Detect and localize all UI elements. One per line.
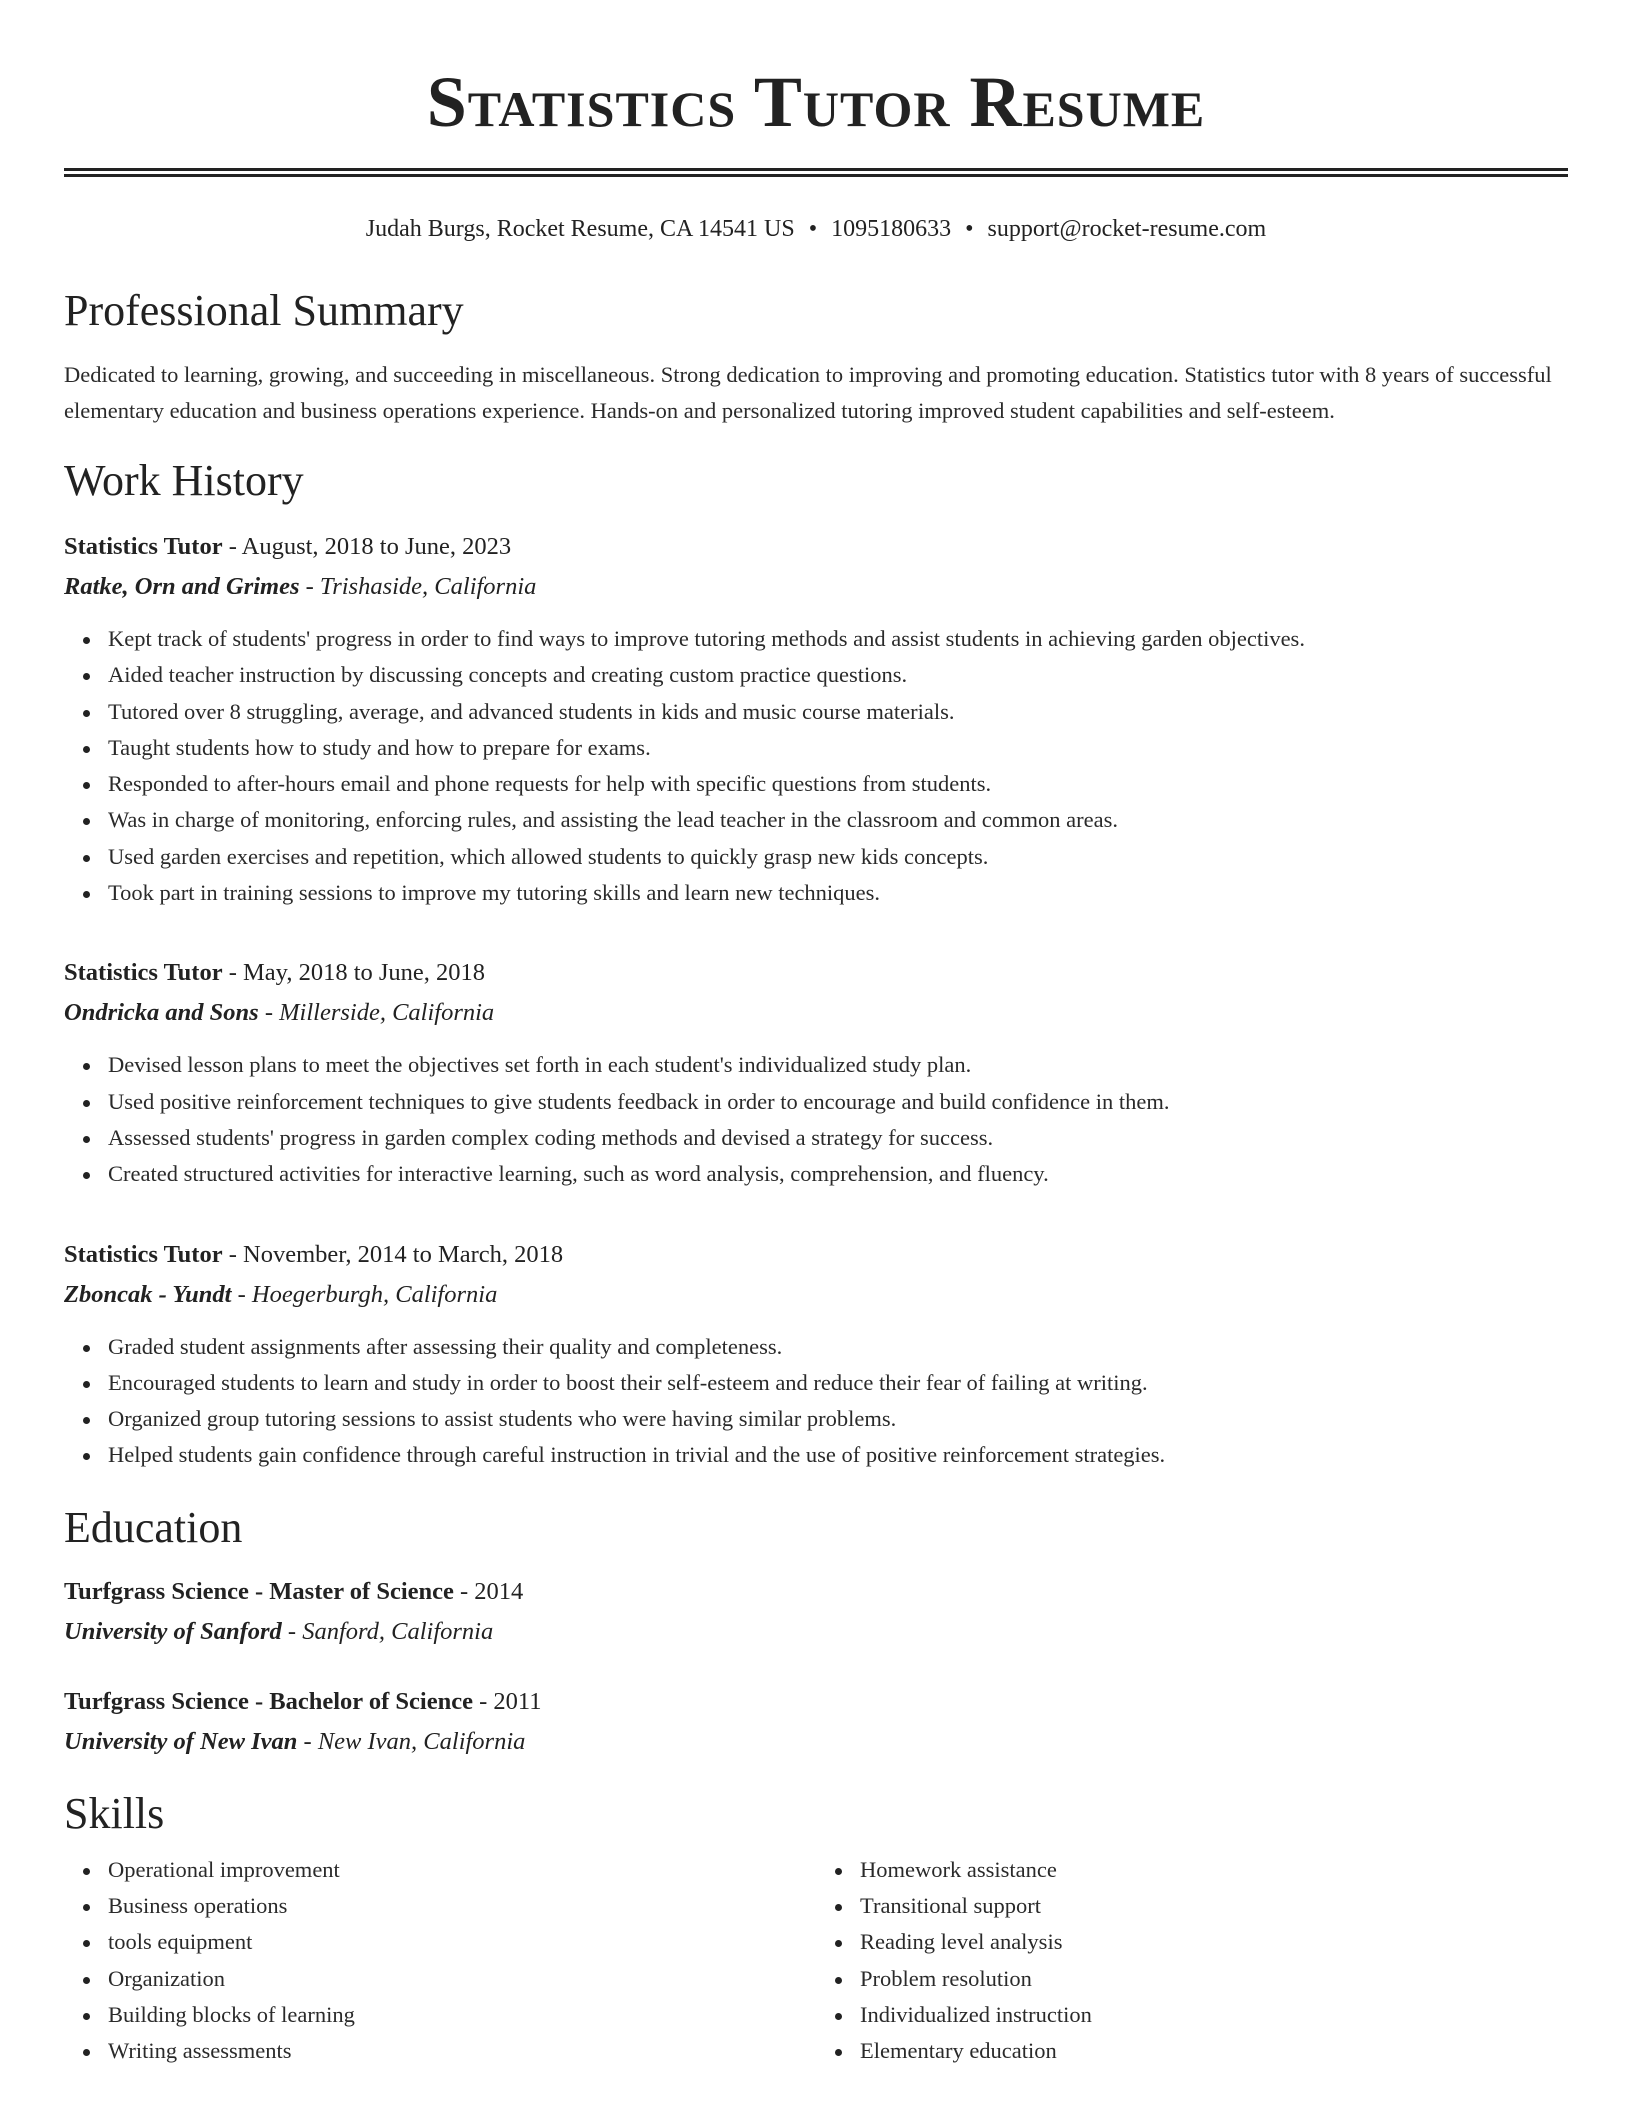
job-dates: - November, 2014 to March, 2018 <box>222 1240 564 1268</box>
contact-line <box>64 213 1568 245</box>
job-bullet: Was in charge of monitoring, enforcing rules, and assisting the lead teacher in the classroom and common areas. <box>108 802 1568 838</box>
skill-item: Transitional support <box>860 1888 1568 1924</box>
job-bullet: Responded to after-hours email and phone requests for help with specific questions from students. <box>108 766 1568 802</box>
job-company: Ondricka and Sons <box>64 999 259 1027</box>
job-entry <box>64 1235 1568 1474</box>
job-entry <box>64 527 1568 911</box>
job-bullet: Helped students gain confidence through careful instruction in trivial and the use of positive reinforcement strategies. <box>108 1437 1568 1473</box>
contact-separator: • <box>965 216 974 242</box>
contact-email: support@rocket-resume.com <box>987 216 1267 242</box>
education-year: - 2014 <box>453 1577 524 1605</box>
education-school-line <box>64 1612 1568 1652</box>
skills-list <box>64 1852 1568 2070</box>
job-bullet: Assessed students' progress in garden complex coding methods and devised a strategy for success. <box>108 1120 1568 1156</box>
job-bullet: Kept track of students' progress in order to find ways to improve tutoring methods and assist students in achieving garden objectives. <box>108 621 1568 657</box>
skill-item: Individualized instruction <box>860 1997 1568 2033</box>
work-history-heading: Work History <box>64 456 304 505</box>
education-degree-line <box>64 1682 1568 1722</box>
education-school: University of Sanford <box>64 1617 282 1645</box>
job-title: Statistics Tutor <box>64 959 223 987</box>
job-bullets <box>64 1047 1568 1192</box>
contact-separator: • <box>808 216 818 242</box>
education-degree: Turfgrass Science - Master of Science <box>64 1577 454 1605</box>
skills-column-left <box>64 1852 816 2070</box>
job-role-line <box>64 953 1568 993</box>
job-location: - Trishaside, California <box>299 573 537 600</box>
job-bullets <box>64 621 1568 911</box>
skill-item: Organization <box>108 1961 816 1997</box>
job-bullet: Devised lesson plans to meet the objectives set forth in each student's individualized study plan. <box>108 1047 1568 1083</box>
education-entry <box>64 1572 1568 1652</box>
skill-item: tools equipment <box>108 1924 816 1960</box>
job-dates: - August, 2018 to June, 2023 <box>222 533 512 560</box>
title-divider <box>64 168 1568 177</box>
job-bullet: Used positive reinforcement techniques to give students feedback in order to encourage and build confidence in them. <box>108 1084 1568 1120</box>
job-bullet: Aided teacher instruction by discussing concepts and creating custom practice questions. <box>108 657 1568 693</box>
contact-address: Judah Burgs, Rocket Resume, CA 14541 US <box>365 216 795 242</box>
skills-column-right <box>816 1852 1568 2070</box>
skills-heading: Skills <box>64 1788 165 1838</box>
education-year: - 2011 <box>472 1687 542 1715</box>
education-location: - Sanford, California <box>281 1617 494 1645</box>
education-entry <box>64 1682 1568 1762</box>
job-bullet: Created structured activities for interactive learning, such as word analysis, comprehension, and fluency. <box>108 1156 1568 1192</box>
contact-phone: 1095180633 <box>831 216 952 242</box>
job-role-line <box>64 1235 1568 1275</box>
job-bullet: Used garden exercises and repetition, which allowed students to quickly grasp new kids concepts. <box>108 839 1568 875</box>
job-bullet: Took part in training sessions to improve my tutoring skills and learn new techniques. <box>108 875 1568 911</box>
job-bullet: Taught students how to study and how to prepare for exams. <box>108 730 1568 766</box>
skill-item: Operational improvement <box>108 1852 816 1888</box>
summary-text: Dedicated to learning, growing, and succeeding in miscellaneous. Strong dedication to improving and promoting education. Statistics tutor with 8 years of successful elementary education and business operations experience. Hands-on and personalized tutoring improved student capabilities and self-esteem. <box>64 362 1552 423</box>
job-entry <box>64 953 1568 1192</box>
education-degree-line <box>64 1572 1568 1612</box>
job-location: - Millerside, California <box>258 999 495 1027</box>
job-title: Statistics Tutor <box>64 1240 223 1268</box>
education-degree: Turfgrass Science - Bachelor of Science <box>64 1687 473 1715</box>
job-bullet: Tutored over 8 struggling, average, and advanced students in kids and music course materials. <box>108 694 1568 730</box>
education-heading: Education <box>64 1502 243 1552</box>
job-dates: - May, 2018 to June, 2018 <box>222 959 486 987</box>
job-bullet: Organized group tutoring sessions to assist students who were having similar problems. <box>108 1401 1568 1437</box>
job-bullets <box>64 1329 1568 1474</box>
summary-heading: Professional Summary <box>64 286 464 335</box>
skill-item: Homework assistance <box>860 1852 1568 1888</box>
job-org-line <box>64 993 1568 1033</box>
skill-item: Elementary education <box>860 2033 1568 2069</box>
skill-item: Building blocks of learning <box>108 1997 816 2033</box>
education-school: University of New Ivan <box>64 1727 298 1755</box>
job-title: Statistics Tutor <box>64 533 223 560</box>
skill-item: Reading level analysis <box>860 1924 1568 1960</box>
job-bullet: Graded student assignments after assessing their quality and completeness. <box>108 1329 1568 1365</box>
job-company: Zboncak - Yundt <box>64 1280 232 1308</box>
skill-item: Problem resolution <box>860 1961 1568 1997</box>
skill-item: Business operations <box>108 1888 816 1924</box>
job-role-line <box>64 527 1568 567</box>
job-company: Ratke, Orn and Grimes <box>64 573 300 600</box>
resume-title: Statistics Tutor Resume <box>426 62 1206 142</box>
education-school-line <box>64 1722 1568 1762</box>
skill-item: Writing assessments <box>108 2033 816 2069</box>
job-location: - Hoegerburgh, California <box>231 1280 498 1308</box>
job-org-line <box>64 1275 1568 1315</box>
job-bullet: Encouraged students to learn and study in order to boost their self-esteem and reduce their fear of failing at writing. <box>108 1365 1568 1401</box>
job-org-line <box>64 567 1568 607</box>
education-location: - New Ivan, California <box>297 1727 526 1755</box>
